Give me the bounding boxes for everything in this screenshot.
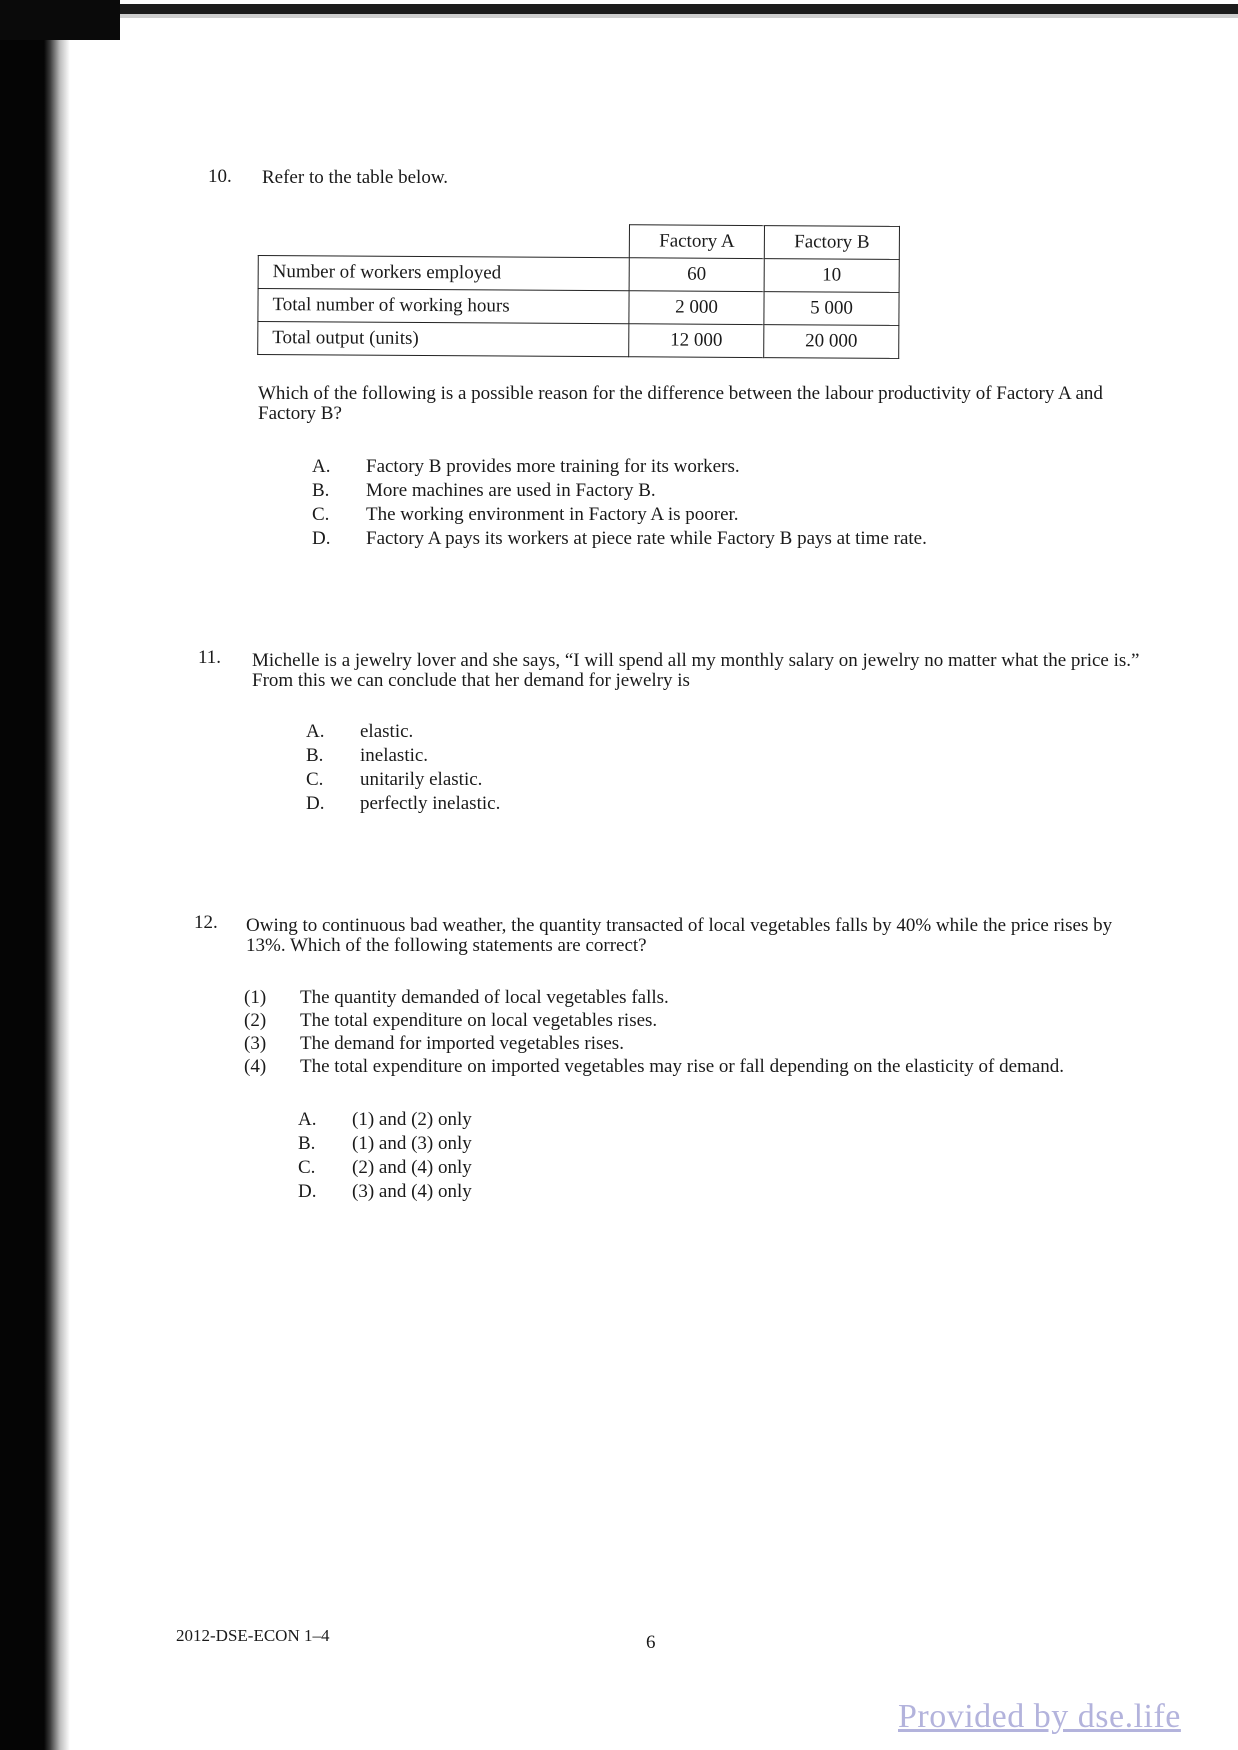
table-header-factory-a: Factory A xyxy=(629,225,764,259)
question-10-prompt: Which of the following is a possible reason for the difference between the labour productivity of Factory A and Factory B? xyxy=(258,383,1103,424)
table-header-row xyxy=(258,223,899,260)
question-12-number: 12. xyxy=(194,912,218,933)
question-11-options xyxy=(306,720,500,816)
row-label: Number of workers employed xyxy=(258,256,629,291)
question-12-statements xyxy=(244,986,1064,1078)
page-number: 6 xyxy=(646,1632,656,1653)
exam-code: 2012-DSE-ECON 1–4 xyxy=(176,1626,330,1645)
cell-factory-b: 20 000 xyxy=(764,325,899,359)
statement-1: (1) The quantity demanded of local vegetables falls. xyxy=(244,987,669,1008)
statement-2: (2) The total expenditure on local vegetables rises. xyxy=(244,1010,658,1031)
row-label: Total number of working hours xyxy=(258,289,629,324)
option-b: B. inelastic. xyxy=(306,745,429,766)
statement-3: (3) The demand for imported vegetables rises. xyxy=(244,1033,624,1054)
option-b: B. More machines are used in Factory B. xyxy=(312,480,656,501)
cell-factory-b: 5 000 xyxy=(764,292,899,326)
option-a: A. Factory B provides more training for its workers. xyxy=(312,456,740,477)
option-d: D. Factory A pays its workers at piece rate while Factory B pays at time rate. xyxy=(312,528,927,549)
question-12-stem: Owing to continuous bad weather, the quantity transacted of local vegetables falls by 40% while the price rises by 13%. Which of the following statements are correct? xyxy=(246,915,1113,956)
option-d: D. (3) and (4) only xyxy=(298,1181,472,1202)
table-row xyxy=(258,256,899,293)
cell-factory-a: 60 xyxy=(629,258,764,292)
option-a: A. (1) and (2) only xyxy=(298,1109,472,1130)
question-10-stem: Refer to the table below. xyxy=(262,167,449,188)
question-11-stem: Michelle is a jewelry lover and she says, “I will spend all my monthly salary on jewelry no matter what the price is.” From this we can conclude that her demand for jewelry is xyxy=(252,650,1140,691)
productivity-table xyxy=(257,222,900,359)
table-row xyxy=(258,322,899,359)
cell-factory-b: 10 xyxy=(764,259,899,293)
option-c: C. (2) and (4) only xyxy=(298,1157,472,1178)
table-row xyxy=(258,289,899,326)
option-b: B. (1) and (3) only xyxy=(298,1133,472,1154)
table-header-factory-b: Factory B xyxy=(764,226,899,260)
question-11-number: 11. xyxy=(198,647,222,668)
option-a: A. elastic. xyxy=(306,721,414,742)
question-10-number: 10. xyxy=(208,166,232,187)
statement-4: (4) The total expenditure on imported vegetables may rise or fall depending on the elasticity of demand. xyxy=(244,1056,1064,1077)
option-d: D. perfectly inelastic. xyxy=(306,793,501,814)
option-c: C. unitarily elastic. xyxy=(306,769,483,790)
cell-factory-a: 12 000 xyxy=(629,324,764,358)
question-12-options xyxy=(298,1108,472,1204)
question-10-options xyxy=(312,455,927,551)
option-c: C. The working environment in Factory A is poorer. xyxy=(312,504,739,525)
cell-factory-a: 2 000 xyxy=(629,291,764,325)
watermark-link[interactable]: Provided by dse.life xyxy=(898,1698,1181,1735)
row-label: Total output (units) xyxy=(258,322,629,357)
